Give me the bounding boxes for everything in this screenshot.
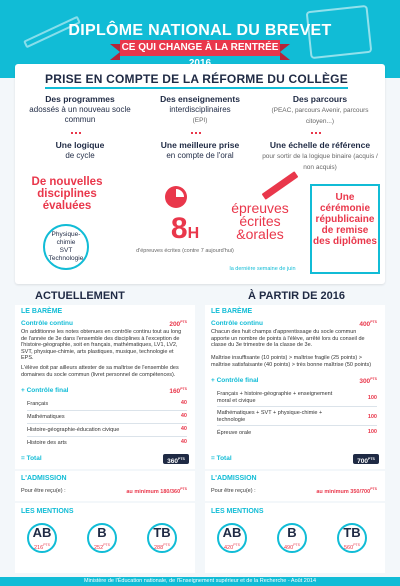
reform-item-text: interdisciplinaires (169, 105, 231, 114)
mention-letter: AB (222, 525, 242, 540)
section-divider (205, 469, 385, 471)
mention-letter: B (97, 525, 107, 540)
total-value: 360 (167, 458, 179, 466)
left-column (15, 305, 195, 573)
disciplines-badge (43, 224, 89, 270)
right-heading: À PARTIR DE 2016 (248, 290, 345, 302)
cc-points-value: 200 (169, 321, 181, 329)
row-divider (27, 436, 187, 437)
subject-points: 40 (180, 400, 187, 406)
section-divider (15, 501, 195, 503)
cc-points-value: 400 (359, 321, 371, 329)
pts-suffix: PTS (178, 457, 185, 461)
mention-points (219, 541, 245, 552)
subject-name: Épreuve orale (217, 430, 252, 436)
mention-points (339, 541, 365, 552)
controle-final-label: + Contrôle final (21, 387, 69, 394)
pts-suffix: PTS (233, 543, 240, 547)
pts-suffix: PTS (180, 387, 187, 391)
mention-points-value: 420 (224, 544, 234, 551)
mentions-title: LES MENTIONS (21, 508, 74, 515)
mention-letter: TB (343, 525, 361, 540)
controle-continu-label: Contrôle continu (21, 320, 73, 327)
epreuves-line: écrites (239, 213, 281, 229)
mention-points (279, 541, 305, 552)
hours-caption: d'épreuves écrites (contre 7 aujourd'hui) (136, 248, 234, 254)
section-divider (205, 501, 385, 503)
epreuves-text (215, 202, 305, 241)
divider-dots (71, 132, 89, 134)
mentions-title: LES MENTIONS (211, 508, 264, 515)
admission-label: Pour être reçu(e) : (211, 488, 256, 494)
cf-points-value: 160 (169, 388, 181, 396)
reform-card (15, 64, 385, 284)
epreuves-line: &orales (236, 226, 284, 242)
mention-tb (147, 523, 177, 553)
row-divider (27, 423, 187, 424)
mention-b (87, 523, 117, 553)
section-divider (15, 469, 195, 471)
reform-item-title: Des enseignements (160, 94, 240, 104)
reform-item-title: Une échelle de référence (269, 140, 371, 150)
admission-title: L'ADMISSION (211, 475, 257, 482)
pts-suffix: PTS (368, 457, 375, 461)
cc-description: Chacun des huit champs d'apprentissage du socle commun apporte un nombre de points à l'élève, arrêté lors du conseil de classe du 3e trimestre de la classe de 3e. (211, 329, 365, 348)
subject-name: Français (27, 401, 49, 407)
pts-suffix: PTS (353, 543, 360, 547)
cf-points (359, 377, 377, 385)
reform-item-text: pour sortir de la logique binaire (acquis / non acquis) (262, 153, 378, 171)
total-badge (353, 454, 379, 464)
levels-description: Maîtrise insuffisante (10 points) > maîtrise fragile (25 points) > maîtrise satisfaisante (40 points) > très bonne maîtrise (50 points) (211, 355, 372, 368)
subject-points: 40 (180, 426, 187, 432)
cc-points (169, 320, 187, 328)
pts-suffix: PTS (103, 543, 110, 547)
page-title: DIPLÔME NATIONAL DU BREVET (68, 22, 332, 39)
reform-item-parcours (260, 94, 380, 127)
controle-final-label: + Contrôle final (211, 377, 259, 384)
bareme-title: LE BARÈME (21, 308, 63, 315)
left-heading: ACTUELLEMENT (35, 290, 125, 302)
reform-item-title: Des programmes (45, 94, 115, 104)
total-label: = Total (211, 455, 232, 462)
clock-icon (165, 186, 187, 208)
row-divider (217, 425, 377, 426)
epreuves-caption: la dernière semaine de juin (229, 266, 296, 272)
pts-suffix: PTS (43, 543, 50, 547)
mention-letter: TB (153, 525, 171, 540)
footer: Ministère de l'Éducation nationale, de l'Enseignement supérieur et de la Recherche - Août 2014 (0, 577, 400, 586)
reform-item-title: Une meilleure prise (160, 140, 240, 150)
admission-value-text: au minimum 180/360 (126, 488, 181, 495)
subject-points: 100 (367, 395, 377, 401)
mention-ab (217, 523, 247, 553)
hours-value: 8 (170, 212, 188, 245)
admission-label: Pour être reçu(e) : (21, 488, 66, 494)
mention-b (277, 523, 307, 553)
pts-suffix: PTS (370, 377, 377, 381)
cc-description-2: L'élève doit par ailleurs attester de sa maîtrise de l'ensemble des domaines du socle commun (livret personnel de compétences). (21, 365, 179, 378)
reform-item-title: Une logique (55, 140, 105, 150)
discipline-label: SVT (59, 247, 73, 254)
mention-letter: AB (32, 525, 52, 540)
subject-points: 40 (180, 439, 187, 445)
pencil-icon (262, 171, 299, 200)
cc-description: On additionne les notes obtenues en contrôle continu tout au long de l'année de 3e dans l'ensemble des disciplines à l'exception de l'histoire-géographie, soit en français, mathématiques, LV1, LV2, SVT, physique-chimie, arts plastiques, musique, technologie et EPS. (21, 329, 182, 361)
cc-points (359, 320, 377, 328)
subject-points: 100 (367, 414, 377, 420)
epreuves-line: épreuves (231, 200, 289, 216)
total-badge (163, 454, 189, 464)
hours-figure (155, 214, 215, 249)
reform-item-oral (140, 140, 260, 161)
mention-points-value: 288 (154, 544, 164, 551)
mention-points-value: 560 (344, 544, 354, 551)
reform-item-text: (PEAC, parcours Avenir, parcours citoyen...) (271, 107, 369, 125)
subject-name: Mathématiques (27, 414, 65, 420)
mention-letter: B (287, 525, 297, 540)
reform-item-title: Des parcours (292, 94, 348, 104)
mention-points (29, 541, 55, 552)
admission-title: L'ADMISSION (21, 475, 67, 482)
new-disciplines-text: De nouvelles disciplines évaluées (31, 176, 103, 212)
mention-ab (27, 523, 57, 553)
mention-points (149, 541, 175, 552)
subject-points: 40 (180, 413, 187, 419)
mention-points-value: 252 (94, 544, 104, 551)
reform-item-cycle (20, 140, 140, 161)
ceremony-box: Une cérémonie républicaine de remise des diplômes (310, 184, 380, 274)
reform-item-text: adossés à un nouveau socle commun (29, 105, 131, 124)
divider-dots (311, 132, 329, 134)
subject-points: 100 (367, 429, 377, 435)
reform-item-note: (EPI) (192, 117, 208, 124)
reform-title: PRISE EN COMPTE DE LA RÉFORME DU COLLÈGE (45, 72, 348, 86)
pts-suffix: PTS (180, 487, 187, 491)
discipline-label: Physique-chimie (51, 231, 81, 246)
reform-item-programmes (20, 94, 140, 125)
pts-suffix: PTS (293, 543, 300, 547)
divider-dots (191, 132, 209, 134)
subject-name: Français + histoire-géographie + enseignement moral et civique (217, 391, 333, 404)
admission-value (126, 487, 187, 495)
subject-name: Mathématiques + SVT + physique-chimie + technologie (217, 410, 323, 423)
mention-points-value: 216 (34, 544, 44, 551)
total-label: = Total (21, 455, 42, 462)
admission-value (316, 487, 377, 495)
pts-suffix: PTS (180, 320, 187, 324)
total-value: 700 (357, 458, 369, 466)
row-divider (217, 406, 377, 407)
pts-suffix: PTS (370, 487, 377, 491)
hours-unit: H (187, 225, 200, 242)
right-column (205, 305, 385, 573)
mention-points-value: 490 (284, 544, 294, 551)
reform-item-epi (140, 94, 260, 126)
mention-points (89, 541, 115, 552)
discipline-label: Technologie (48, 255, 84, 262)
controle-continu-label: Contrôle continu (211, 320, 263, 327)
reform-item-text: en compte de l'oral (166, 151, 234, 160)
pts-suffix: PTS (163, 543, 170, 547)
pts-suffix: PTS (370, 320, 377, 324)
cf-points (169, 387, 187, 395)
subject-name: Histoire-géographie-éducation civique (27, 427, 120, 433)
subject-name: Histoire des arts (27, 440, 67, 446)
cf-points-value: 300 (359, 378, 371, 386)
reform-item-text: de cycle (65, 151, 95, 160)
subtitle-ribbon: CE QUI CHANGE À LA RENTRÉE (120, 40, 280, 56)
bareme-title: LE BARÈME (211, 308, 253, 315)
admission-value-text: au minimum 350/700 (316, 488, 371, 495)
reform-item-echelle (260, 140, 380, 173)
row-divider (27, 410, 187, 411)
mention-tb (337, 523, 367, 553)
